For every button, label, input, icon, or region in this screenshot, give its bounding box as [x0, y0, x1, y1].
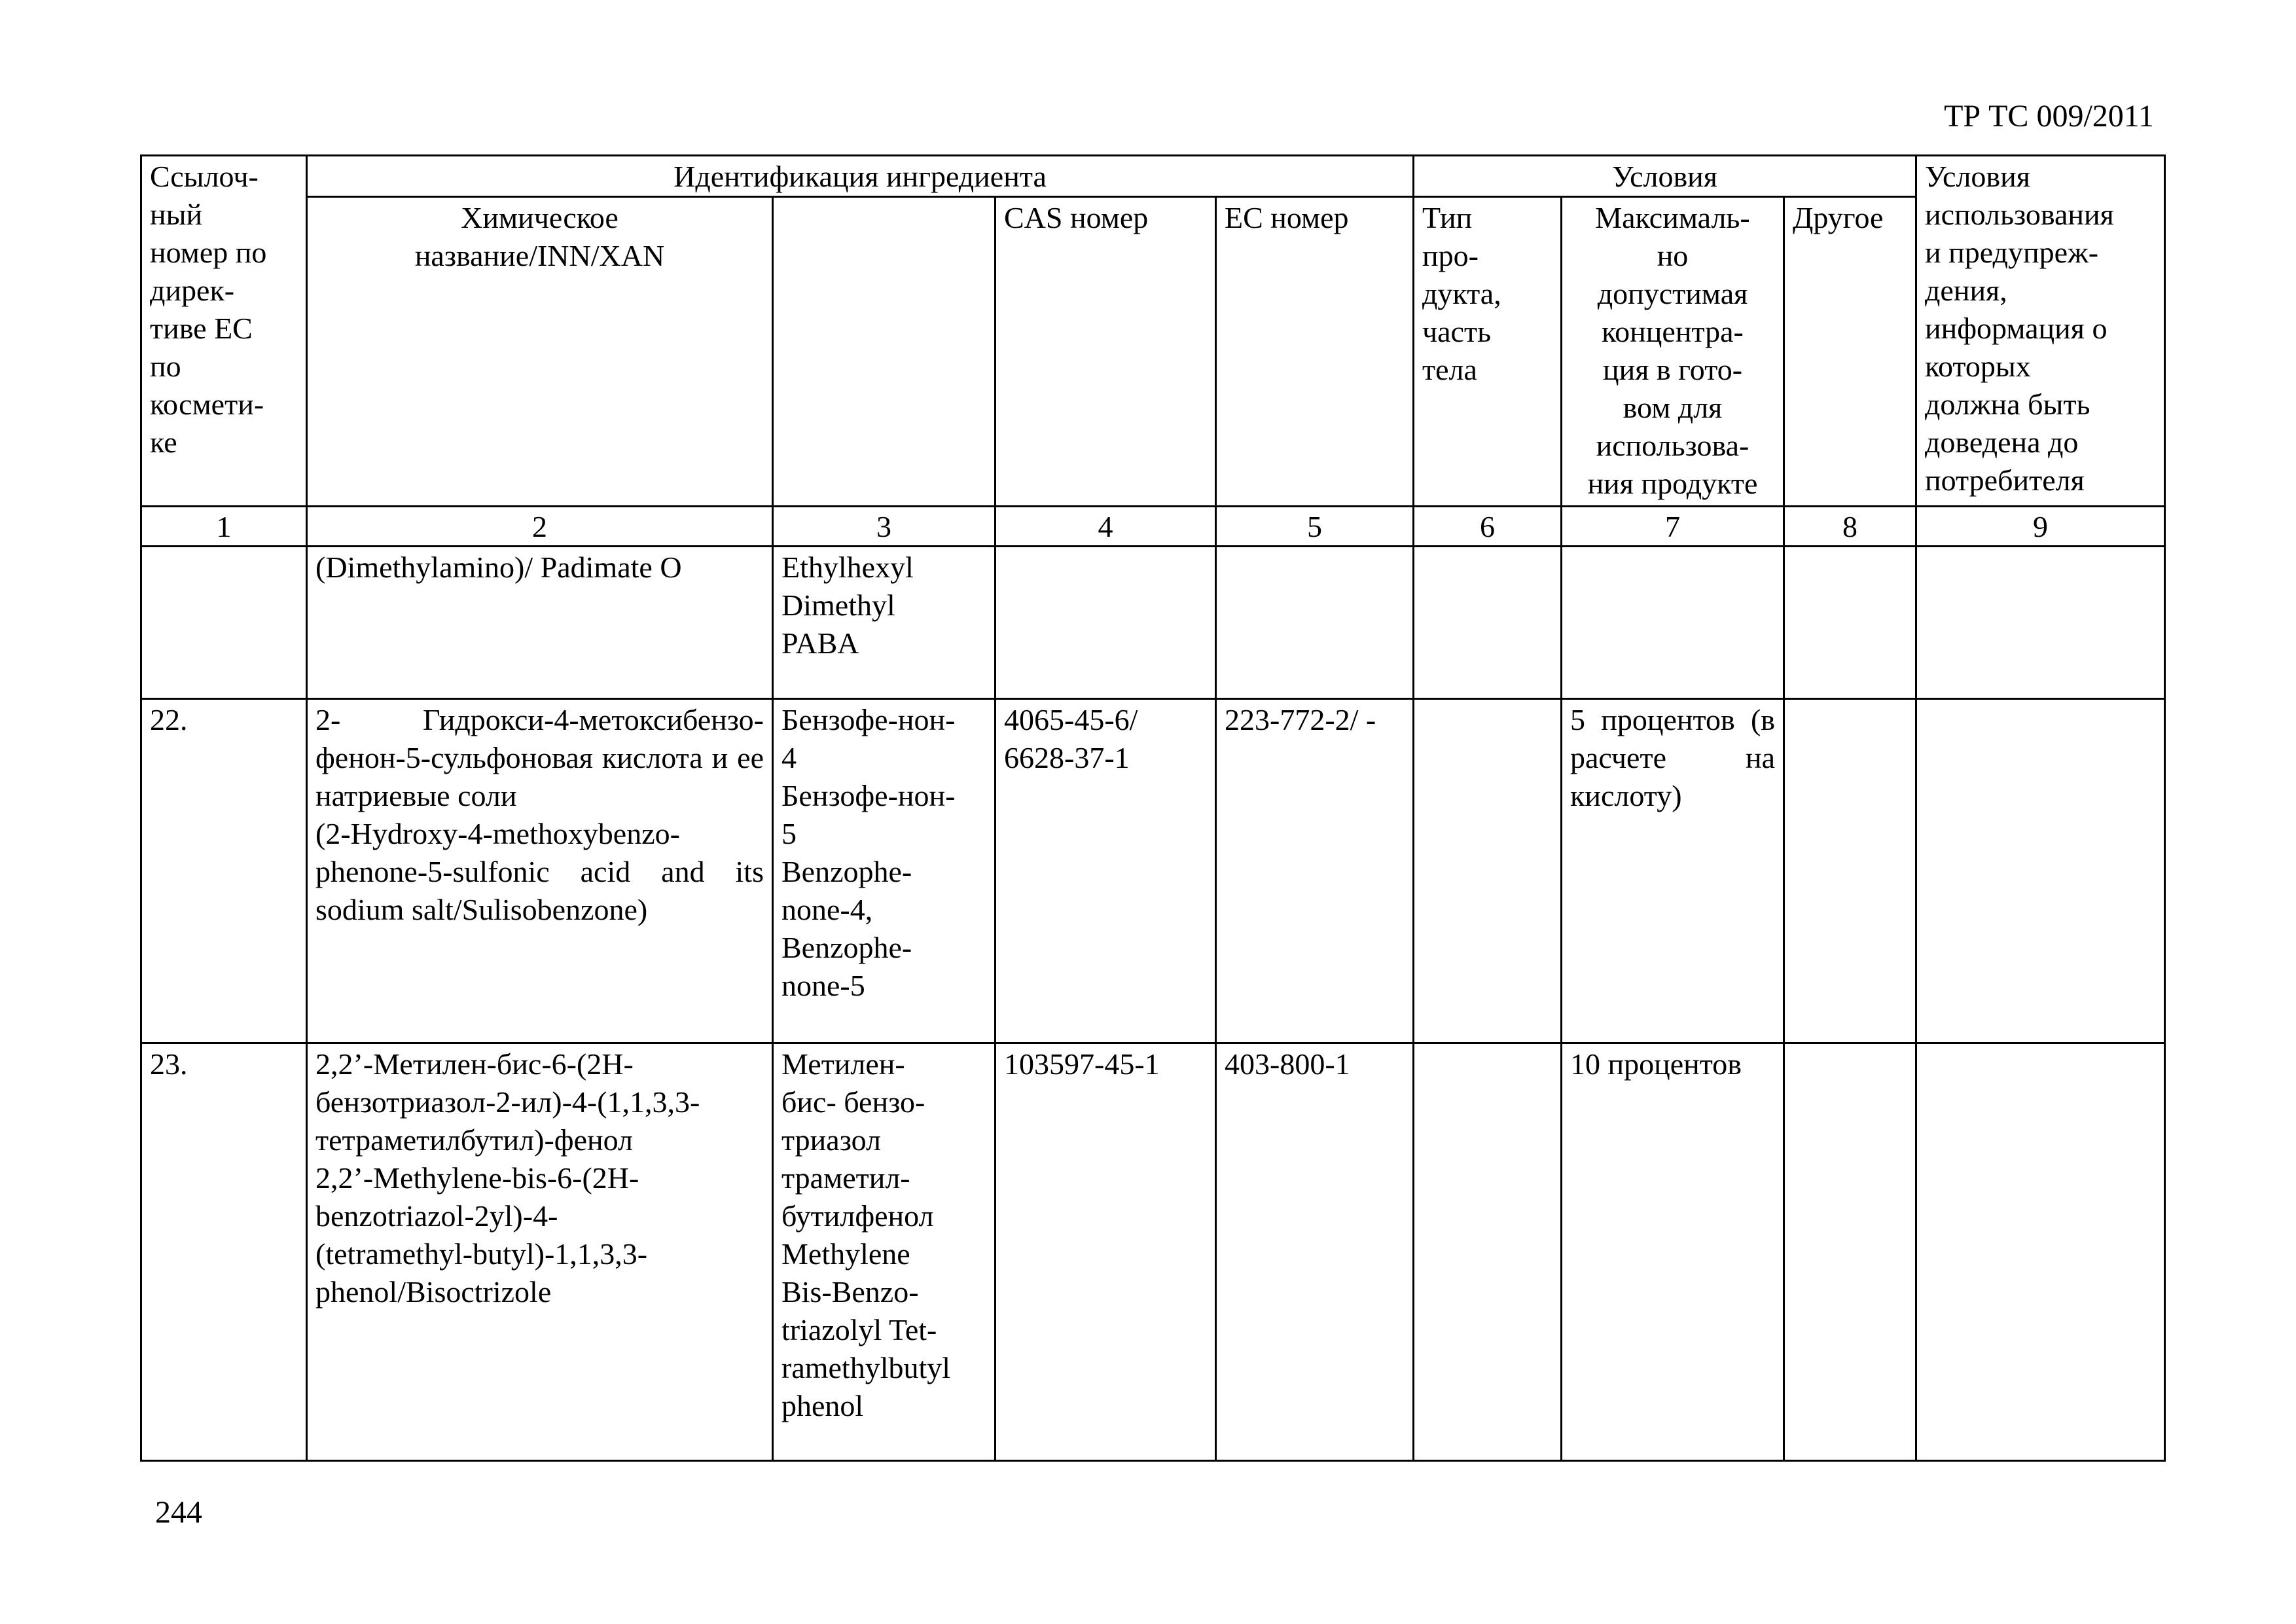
cell-other	[1784, 1043, 1916, 1461]
cell-ref-number: 22.	[141, 699, 307, 1043]
column-number: 6	[1414, 507, 1562, 547]
header-max-concentration: Максималь- но допустимая концентра- ция в гото- вом для использова- ния продукте	[1562, 197, 1784, 507]
column-number: 4	[996, 507, 1216, 547]
table-row	[141, 699, 2165, 1043]
page-number: 244	[155, 1495, 202, 1530]
column-number: 8	[1784, 507, 1916, 547]
cell-ref-number: 23.	[141, 1043, 307, 1461]
cell-chemical-name: 2- Гидрокси-4-метоксибензо-фенон-5-сульфоновая кислота и ее натриевые соли (2-Hydroxy-4-methoxybenzo-phenone-5-sulfonic acid and its sodium salt/Sulisobenzone)	[307, 699, 773, 1043]
cell-chemical-name: (Dimethylamino)/ Padimate O	[307, 547, 773, 699]
cell-other	[1784, 699, 1916, 1043]
header-cas-number: CAS номер	[996, 197, 1216, 507]
cell-max-concentration	[1562, 547, 1784, 699]
cell-ref-number	[141, 547, 307, 699]
cell-chemical-name: 2,2’-Метилен-бис-6-(2Н- бензотриазол-2-ил)-4-(1,1,3,3- тетраметилбутил)-фенол 2,2’-Methylene-bis-6-(2H- benzotriazol-2yl)-4- (tetramethyl-butyl)-1,1,3,3- phenol/Bisoctrizole	[307, 1043, 773, 1461]
column-number: 1	[141, 507, 307, 547]
cell-ingredient-name: Бензофе-нон- 4 Бензофе-нон- 5 Benzophe- none-4, Benzophe- none-5	[773, 699, 996, 1043]
column-number: 7	[1562, 507, 1784, 547]
cell-max-concentration: 5 процентов (в расчете на кислоту)	[1562, 699, 1784, 1043]
header-product-type: Тип про- дукта, часть тела	[1414, 197, 1562, 507]
table-row	[141, 1043, 2165, 1461]
cell-cas-number	[996, 547, 1216, 699]
cell-ec-number: 403-800-1	[1216, 1043, 1414, 1461]
column-numbers-row	[141, 507, 2165, 547]
cell-max-concentration: 10 процентов	[1562, 1043, 1784, 1461]
cell-ec-number: 223-772-2/ -	[1216, 699, 1414, 1043]
header-other: Другое	[1784, 197, 1916, 507]
header-name-column	[773, 197, 996, 507]
column-number: 3	[773, 507, 996, 547]
column-number: 5	[1216, 507, 1414, 547]
cell-cas-number: 103597-45-1	[996, 1043, 1216, 1461]
cell-ingredient-name: Ethylhexyl Dimethyl PABA	[773, 547, 996, 699]
column-number: 9	[1916, 507, 2165, 547]
column-number: 2	[307, 507, 773, 547]
ingredients-table	[140, 154, 2166, 1462]
header-chemical-name: Химическое название/INN/XAN	[307, 197, 773, 507]
cell-product-type	[1414, 699, 1562, 1043]
header-ref-number: Ссылоч- ный номер по дирек- тиве ЕС по космети- ке	[141, 156, 307, 507]
table-row	[141, 547, 2165, 699]
cell-warnings	[1916, 1043, 2165, 1461]
cell-warnings	[1916, 547, 2165, 699]
cell-ingredient-name: Метилен- бис- бензо- триазол траметил- бутилфенол Methylene Bis-Benzo- triazolyl Tet- ramethylbutyl phenol	[773, 1043, 996, 1461]
table-header-row-1	[141, 156, 2165, 197]
cell-ec-number	[1216, 547, 1414, 699]
cell-warnings	[1916, 699, 2165, 1043]
document-code: ТР ТС 009/2011	[1944, 99, 2154, 134]
table-header-row-2	[141, 197, 2165, 507]
cell-other	[1784, 547, 1916, 699]
header-ec-number: ЕС номер	[1216, 197, 1414, 507]
cell-product-type	[1414, 547, 1562, 699]
header-conditions: Условия	[1414, 156, 1916, 197]
cell-product-type	[1414, 1043, 1562, 1461]
header-identification: Идентификация ингредиента	[307, 156, 1414, 197]
header-warnings: Условия использования и предупреж- дения, информация о которых должна быть доведена до потребителя	[1916, 156, 2165, 507]
cell-cas-number: 4065-45-6/ 6628-37-1	[996, 699, 1216, 1043]
